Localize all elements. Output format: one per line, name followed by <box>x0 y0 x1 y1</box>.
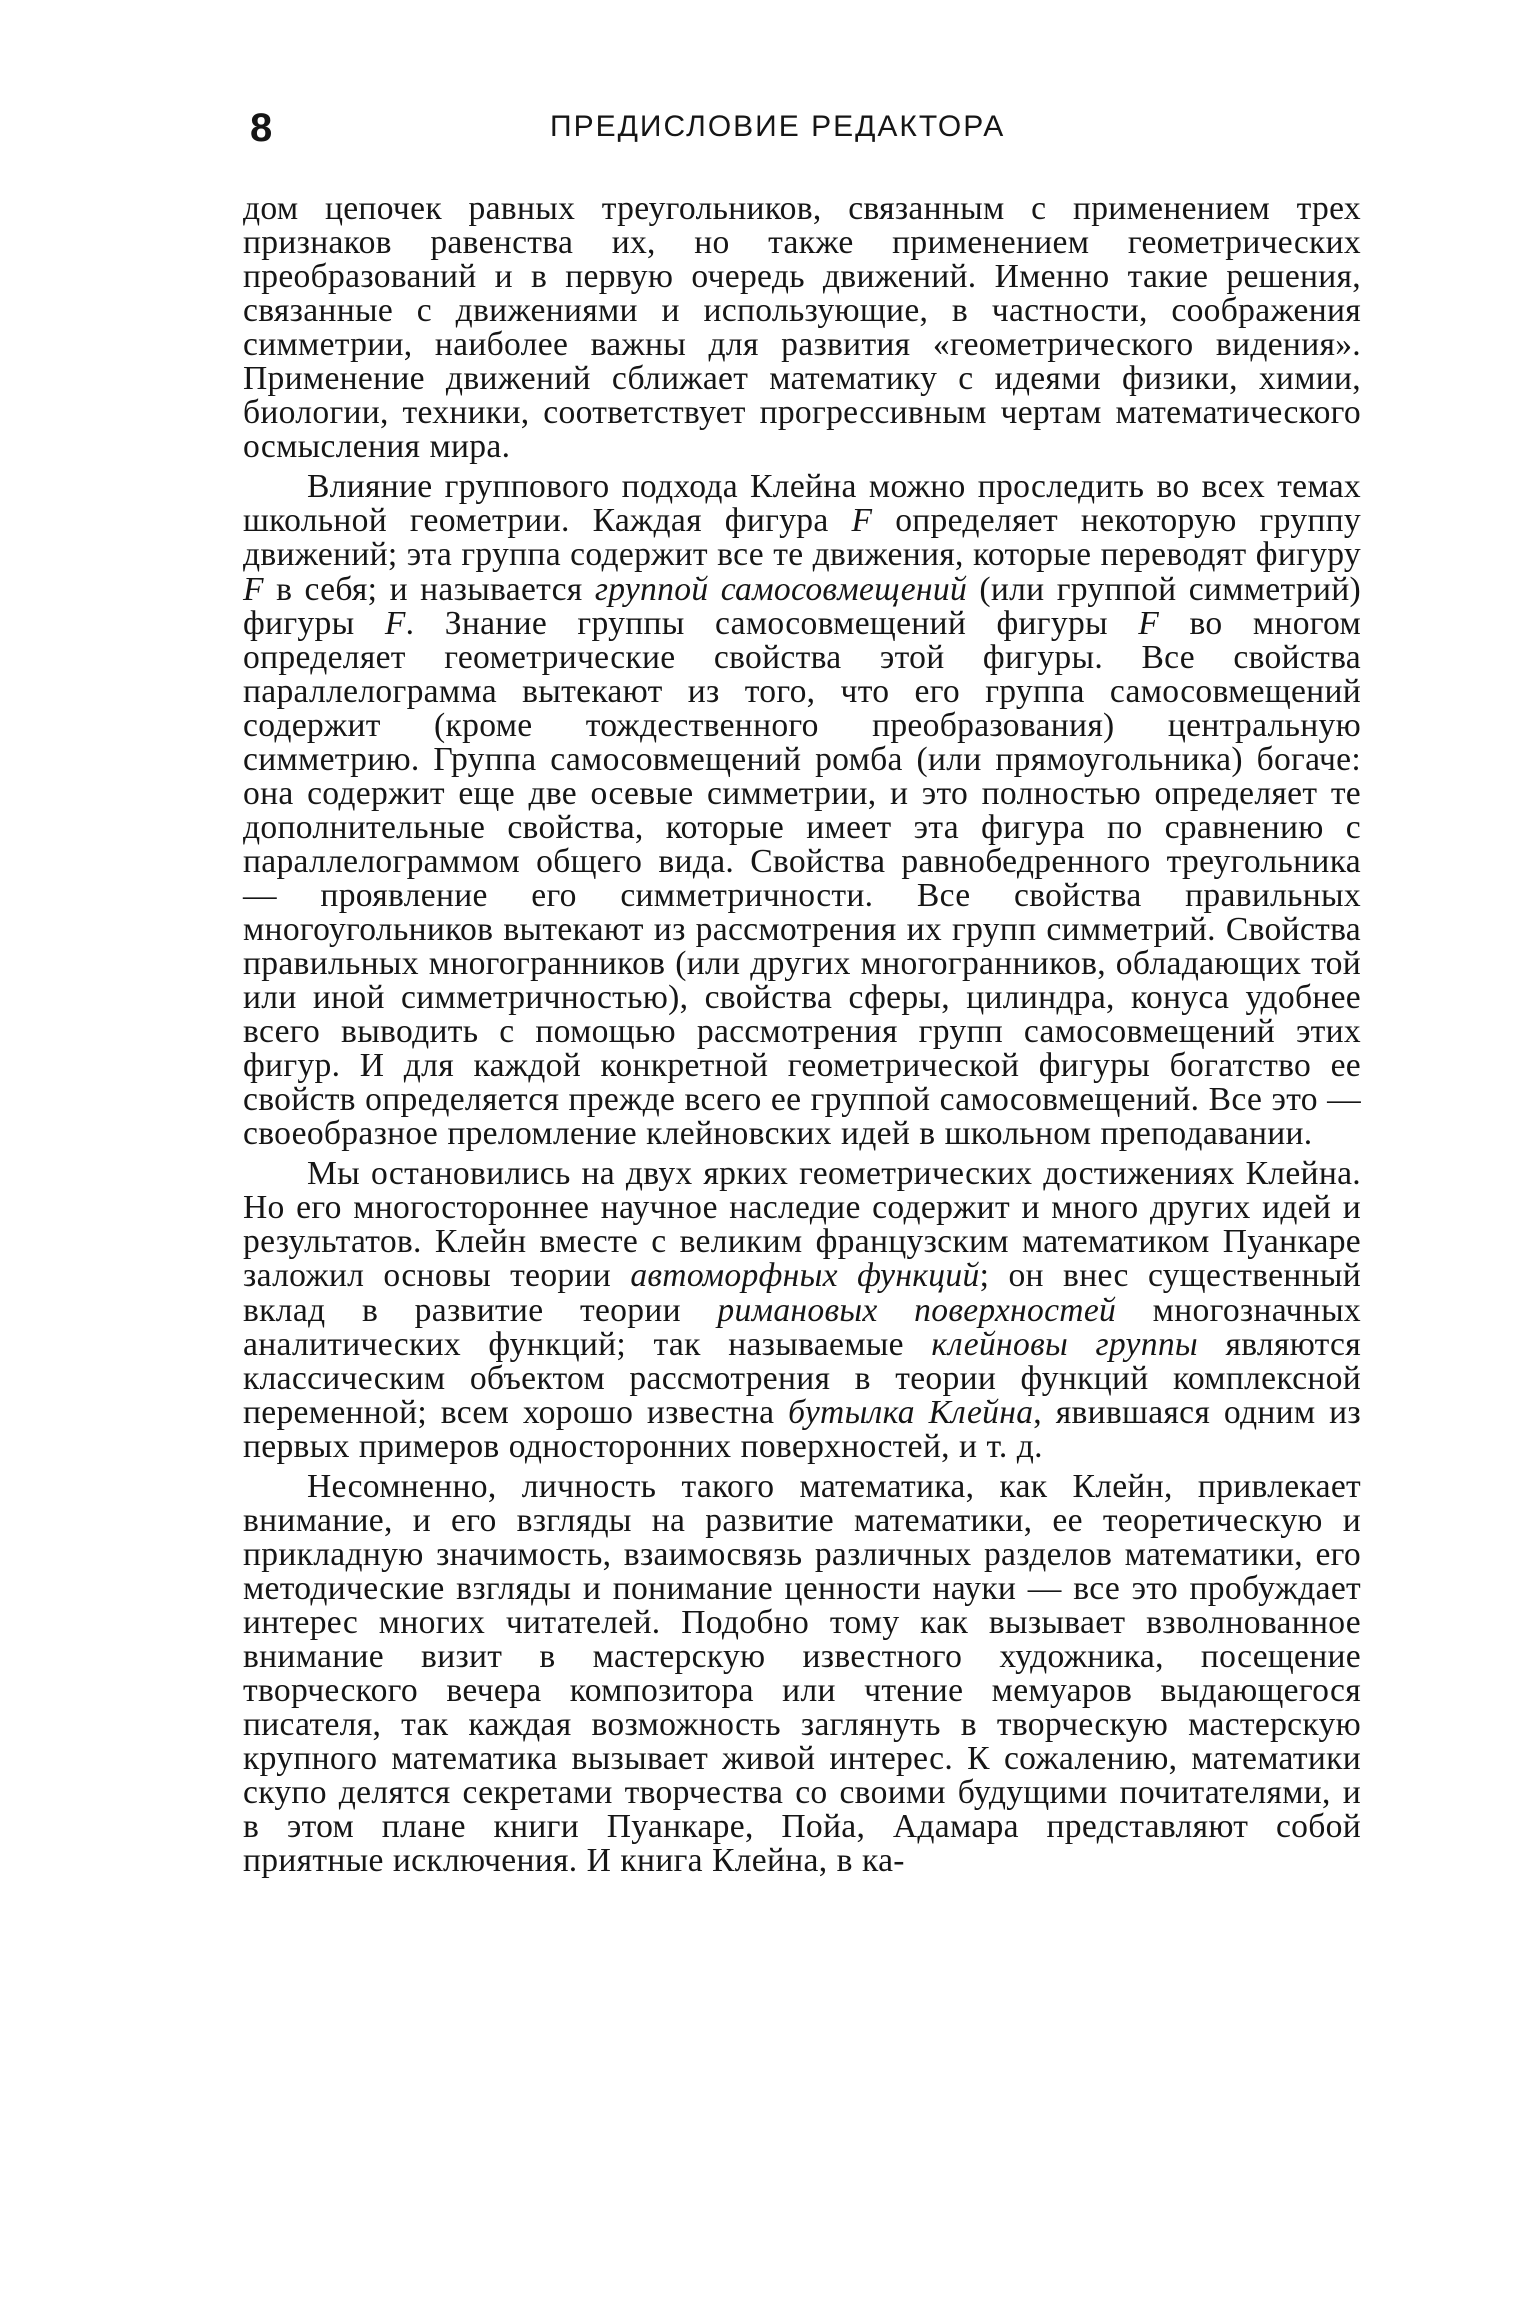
text-segment: Несомненно, личность такого математика, как Клейн, привлекает внимание, и его взгляды на развитие математики, ее теоретическую и прикладную значимость, взаимосвязь различных разделов математики, его методические взгляды и понимание ценности науки — все это пробуждает интерес многих читателей. Подобно тому как вызывает взволнованное внимание визит в мастерскую известного художника, посещение творческого вечера композитора или чтение мемуаров выдающегося писателя, так каждая возможность заглянуть в творческую мастерскую крупного математика вызывает живой интерес. К сожалению, математики скупо делятся секретами творчества со своими будущими почитателями, и в этом плане книги Пуанкаре, Пойа, Адамара представляют собой приятные исключения. И книга Клейна, в ка- <box>243 1467 1361 1880</box>
text-segment: ; он внес существенный вклад в развитие теории <box>243 1257 1362 1329</box>
text-segment: . Знание группы самосовмещений фигуры <box>405 604 1139 642</box>
figure-symbol: F <box>384 604 406 642</box>
paragraph-3 <box>243 1157 1361 1463</box>
page-number: 8 <box>250 106 273 150</box>
text-segment: дом цепочек равных треугольников, связанным с применением трех признаков равенства их, но также применением геометрических преобразований и в первую очередь движений. Именно такие решения, связанные с движениями и использующие, в частности, соображения симметрии, наиболее важны для развития «геометрического видения». Применение движений сближает математику с идеями физики, химии, биологии, техники, соответствует прогрессивным чертам математического осмысления мира. <box>243 190 1361 466</box>
text-segment: являются классическим объектом рассмотрения в теории функций комплексной переменной; всем хорошо известна <box>243 1325 1361 1431</box>
text-segment: многозначных аналитических функций; так называемые <box>243 1291 1362 1363</box>
figure-symbol: F <box>851 502 873 540</box>
page-header <box>240 106 1360 158</box>
text-segment: определяет некоторую группу движений; эта группа содержит все те движения, которые переводят фигуру <box>243 502 1361 574</box>
term-klein-bottle: бутылка Клейна <box>788 1393 1034 1431</box>
paragraph-2 <box>243 470 1361 1151</box>
term-kleinian-groups: клейновы группы <box>931 1325 1198 1363</box>
text-segment: Влияние группового подхода Клейна можно проследить во всех темах школьной геометрии. Каждая фигура <box>243 468 1361 540</box>
paragraph-1 <box>243 192 1361 464</box>
text-segment: во многом определяет геометрические свойства этой фигуры. Все свойства параллелограмма вытекают из того, что его группа самосовмещений содержит (кроме тождественного преобразования) центральную симметрию. Группа самосовмещений ромба (или прямоугольника) богаче: она содержит еще две осевые симметрии, и это полностью определяет те дополнительные свойства, которые имеет эта фигура по сравнению с параллелограммом общего вида. Свойства равнобедренного треугольника — проявление его симметричности. Все свойства правильных многоугольников вытекают из рассмотрения их групп симметрий. Свойства правильных многогранников (или других многогранников, обладающих той или иной симметричностью), свойства сферы, цилиндра, конуса удобнее всего выводить с помощью рассмотрения групп самосовмещений этих фигур. И для каждой конкретной геометрической фигуры богатство ее свойств определяется прежде всего ее группой самосовмещений. Все это — своеобразное преломление клейновских идей в школьном преподавании. <box>243 604 1362 1153</box>
running-title: ПРЕДИСЛОВИЕ РЕДАКТОРА <box>550 110 1006 143</box>
figure-symbol: F <box>243 570 264 608</box>
text-segment: (или группой симметрий) фигуры <box>243 570 1361 642</box>
term-riemann-surfaces: римановых поверхностей <box>717 1291 1117 1329</box>
term-self-coincidence-group: группой самосовмещений <box>594 570 968 608</box>
figure-symbol: F <box>1138 604 1160 642</box>
text-segment: , явившаяся одним из первых примеров односторонних поверхностей, и т. д. <box>243 1393 1361 1465</box>
term-automorphic-functions: автоморфных функций <box>630 1257 980 1295</box>
text-segment: Мы остановились на двух ярких геометрических достижениях Клейна. Но его многостороннее научное наследие содержит и много других идей и результатов. Клейн вместе с великим французским математиком Пуанкаре заложил основы теории <box>243 1155 1361 1295</box>
text-segment: в себя; и называется <box>263 570 595 608</box>
paragraph-4 <box>243 1467 1361 1880</box>
body-text <box>243 192 1361 1878</box>
